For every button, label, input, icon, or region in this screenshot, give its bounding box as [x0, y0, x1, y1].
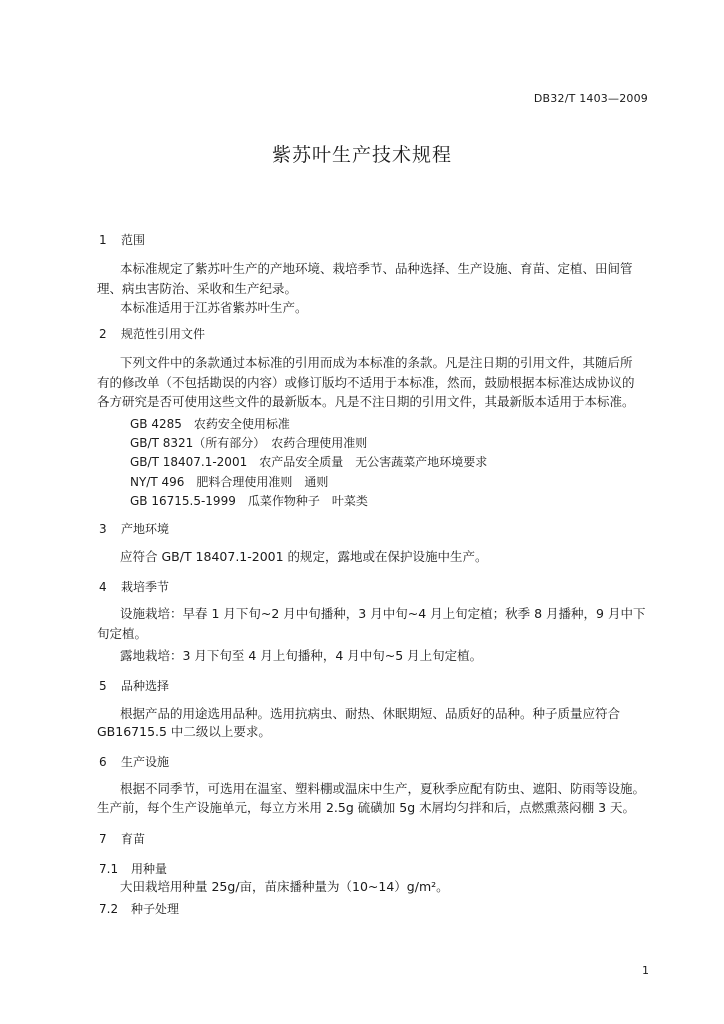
section-number: 2 — [99, 327, 107, 341]
section-number: 1 — [99, 233, 107, 247]
section-2-heading — [99, 325, 205, 342]
section-title: 育苗 — [121, 832, 146, 846]
reference-item: GB 16715.5-1999 瓜菜作物种子 叶菜类 — [130, 494, 368, 508]
paragraph-line: 本标准规定了紫苏叶生产的产地环境、栽培季节、品种选择、生产设施、育苗、定植、田间管 — [120, 261, 633, 276]
section-number: 5 — [99, 679, 107, 693]
section-title: 生产设施 — [121, 755, 170, 769]
standard-number: DB32/T 1403—2009 — [533, 92, 648, 105]
section-number: 6 — [99, 755, 107, 769]
subsection-7-2-heading — [99, 900, 179, 917]
section-1-heading — [99, 231, 145, 248]
subsection-number: 7.1 — [99, 862, 119, 876]
section-6-heading — [99, 753, 169, 770]
paragraph-line: 旬定植。 — [97, 626, 148, 641]
subsection-title: 用种量 — [131, 862, 168, 876]
section-number: 3 — [99, 522, 107, 536]
paragraph-line: 设施栽培：早春 1 月下旬~2 月中旬播种，3 月中旬~4 月上旬定植；秋季 8 月播种，9 月中下 — [120, 606, 646, 621]
subsection-number: 7.2 — [99, 902, 119, 916]
reference-item: GB/T 18407.1-2001 农产品安全质量 无公害蔬菜产地环境要求 — [130, 455, 488, 469]
section-title: 范围 — [121, 233, 146, 247]
section-3-heading — [99, 520, 169, 537]
paragraph-line: 本标准适用于江苏省紫苏叶生产。 — [120, 300, 308, 315]
section-title: 规范性引用文件 — [121, 327, 206, 341]
paragraph-line: 应符合 GB/T 18407.1-2001 的规定，露地或在保护设施中生产。 — [120, 549, 488, 564]
section-number: 4 — [99, 580, 107, 594]
paragraph-line: 大田栽培用种量 25g/亩，苗床播种量为（10~14）g/m²。 — [120, 879, 449, 894]
reference-item: GB 4285 农药安全使用标准 — [130, 417, 290, 431]
section-title: 品种选择 — [121, 679, 170, 693]
section-4-heading — [99, 578, 169, 595]
paragraph-line: 露地栽培：3 月下旬至 4 月上旬播种，4 月中旬~5 月上旬定植。 — [120, 648, 483, 663]
reference-item: NY/T 496 肥料合理使用准则 通则 — [130, 475, 329, 489]
paragraph-line: 根据产品的用途选用品种。选用抗病虫、耐热、休眠期短、品质好的品种。种子质量应符合 — [120, 706, 621, 721]
paragraph-line: 各方研究是否可使用这些文件的最新版本。凡是不注日期的引用文件，其最新版本适用于本标准。 — [97, 394, 635, 409]
section-title: 产地环境 — [121, 522, 170, 536]
page-number: 1 — [642, 964, 649, 977]
paragraph-line: 生产前，每个生产设施单元，每立方米用 2.5g 硫磺加 5g 木屑均匀拌和后，点燃熏蒸闷棚 3 天。 — [97, 800, 635, 815]
paragraph-line: 有的修改单（不包括勘误的内容）或修订版均不适用于本标准，然而，鼓励根据本标准达成协议的 — [97, 375, 635, 390]
section-number: 7 — [99, 832, 107, 846]
subsection-title: 种子处理 — [131, 902, 180, 916]
paragraph-line: 理、病虫害防治、采收和生产纪录。 — [97, 281, 298, 296]
paragraph-line: 下列文件中的条款通过本标准的引用而成为本标准的条款。凡是注日期的引用文件，其随后所 — [120, 355, 633, 370]
section-7-heading — [99, 830, 145, 847]
section-title: 栽培季节 — [121, 580, 170, 594]
section-5-heading — [99, 677, 169, 694]
reference-item: GB/T 8321（所有部分） 农药合理使用准则 — [130, 436, 368, 450]
paragraph-line: 根据不同季节，可选用在温室、塑料棚或温床中生产，夏秋季应配有防虫、遮阳、防雨等设施。 — [120, 781, 646, 796]
subsection-7-1-heading — [99, 860, 167, 877]
page-title: 紫苏叶生产技术规程 — [271, 144, 452, 166]
paragraph-line: GB16715.5 中二级以上要求。 — [97, 724, 271, 739]
